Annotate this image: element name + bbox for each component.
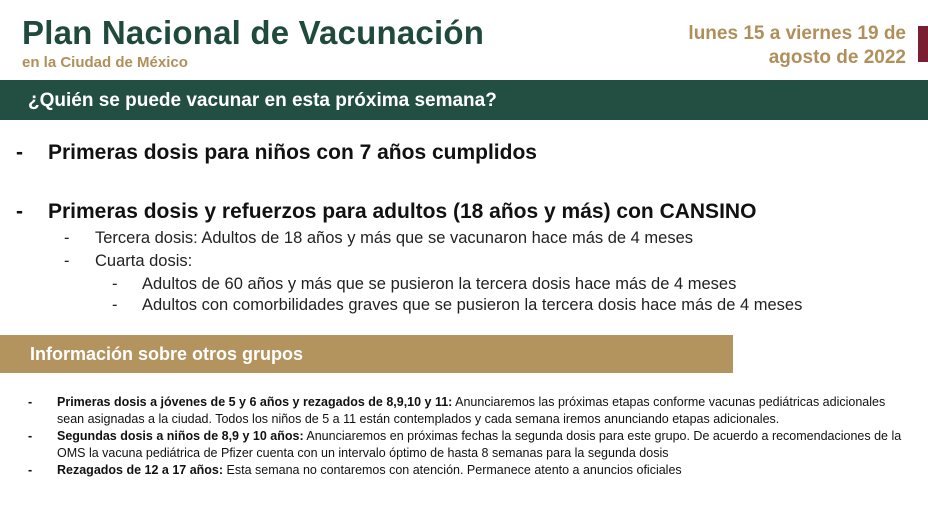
question-text: ¿Quién se puede vacunar en esta próxima semana?	[28, 90, 497, 111]
list-dash: -	[28, 429, 33, 443]
other-groups-banner	[0, 335, 733, 373]
list-item-adults: Primeras dosis y refuerzos para adultos (18 años y más) con CANSINO	[48, 200, 757, 223]
question-banner	[0, 80, 928, 120]
list-item-third-dose: Tercera dosis: Adultos de 18 años y más que se vacunaron hace más de 4 meses	[95, 229, 694, 247]
list-dash: -	[28, 463, 33, 477]
list-dash: -	[16, 200, 23, 223]
list-dash: -	[28, 395, 33, 409]
date-line-2: agosto de 2022	[768, 47, 906, 68]
list-dash: -	[64, 252, 70, 270]
note-text: Anunciaremos en próximas fechas la segunda dosis para este grupo. De acuerdo a recomendaciones de la OMS la vacuna pediátrica de Pfizer cuenta con un intervalo óptimo de hasta 8 semanas para la segunda dosis	[57, 429, 902, 460]
accent-bar	[918, 26, 928, 62]
note-item	[0, 462, 928, 479]
list-dash: -	[16, 141, 23, 164]
page-title: Plan Nacional de Vacunación	[22, 14, 485, 51]
list-item-fourth-dose: Cuarta dosis:	[95, 252, 193, 270]
note-item	[0, 428, 928, 462]
list-item-over-60: Adultos de 60 años y más que se pusieron la tercera dosis hace más de 4 meses	[142, 275, 737, 293]
list-dash: -	[112, 296, 118, 314]
list-dash: -	[64, 229, 70, 247]
page-subtitle: en la Ciudad de México	[22, 54, 188, 71]
other-groups-heading: Información sobre otros grupos	[30, 344, 304, 364]
other-groups-notes	[0, 394, 928, 479]
note-heading: Segundas dosis a niños de 8,9 y 10 años:	[57, 429, 304, 443]
note-item	[0, 394, 928, 428]
note-heading: Primeras dosis a jóvenes de 5 y 6 años y rezagados de 8,9,10 y 11:	[57, 395, 453, 409]
date-range	[688, 22, 906, 70]
date-line-1: lunes 15 a viernes 19 de	[688, 23, 906, 44]
list-item-comorbidities: Adultos con comorbilidades graves que se pusieron la tercera dosis hace más de 4 meses	[142, 296, 803, 314]
list-item-children: Primeras dosis para niños con 7 años cumplidos	[48, 141, 537, 164]
list-dash: -	[112, 275, 118, 293]
note-heading: Rezagados de 12 a 17 años:	[57, 463, 224, 477]
note-text: Anunciaremos las próximas etapas conforme vacunas pediátricas adicionales sean asignadas a la ciudad. Todos los niños de 5 a 11 están contemplados y cada semana iremos anunciando etapas adicionales.	[57, 395, 886, 426]
note-text: Esta semana no contaremos con atención. Permanece atento a anuncios oficiales	[223, 463, 682, 477]
